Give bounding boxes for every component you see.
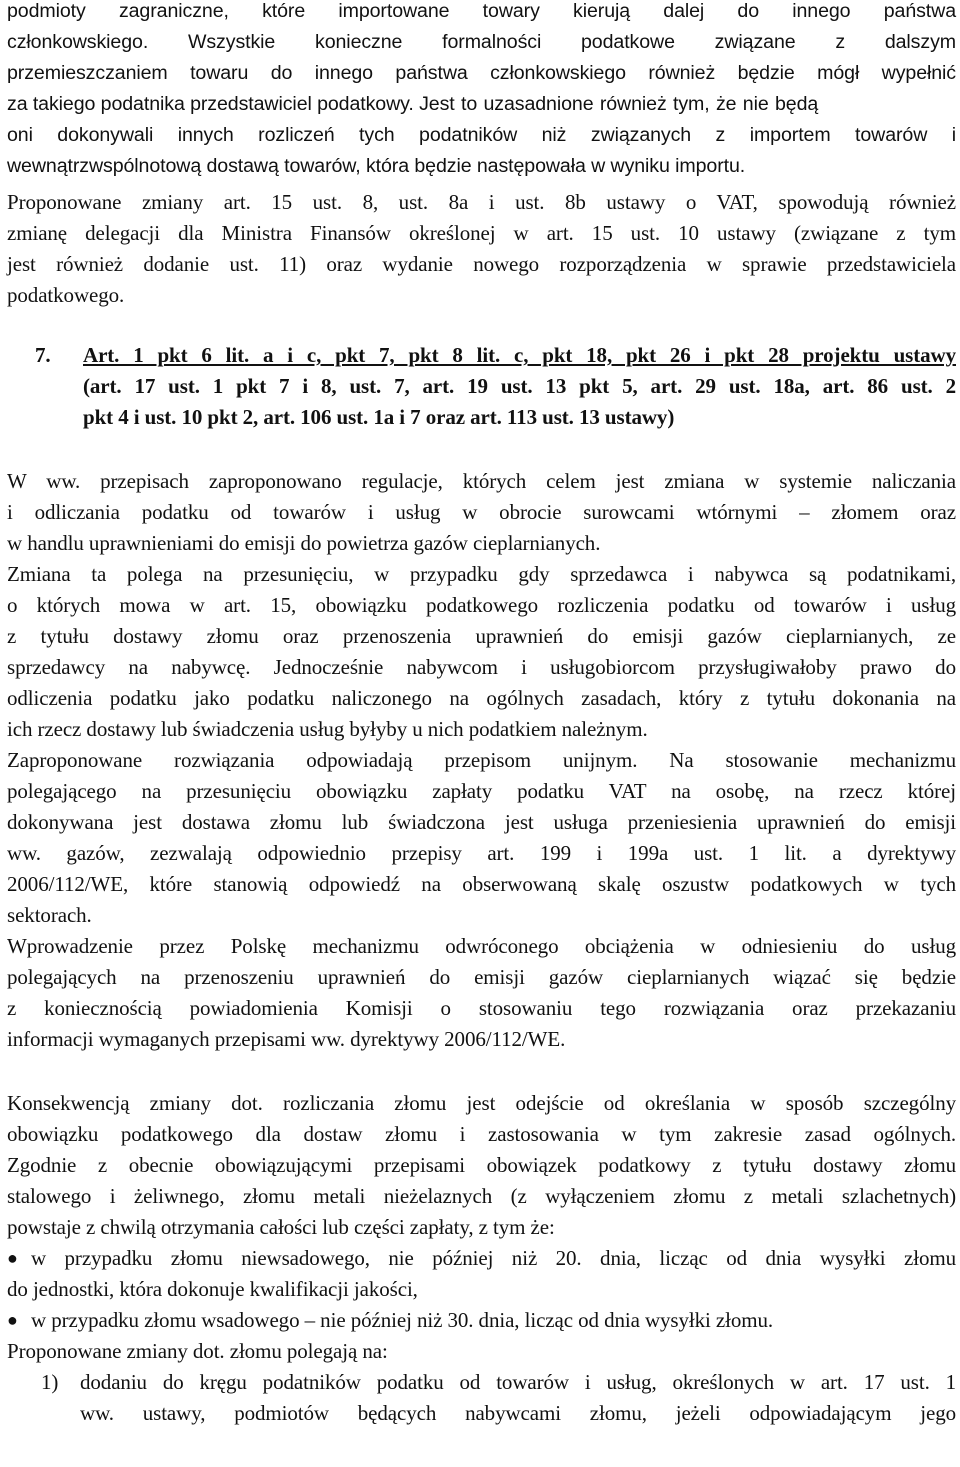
- text-line: obowiązku podatkowego dla dostaw złomu i zastosowania w tym zakresie zasad ogólnych.: [7, 1122, 956, 1146]
- text-line: sprzedawcy na nabywcę. Jednocześnie nabywcom i usługobiorcom przysługiwałoby prawo do: [7, 655, 956, 679]
- text-line: informacji wymaganych przepisami ww. dyrektywy 2006/112/WE.: [7, 1027, 566, 1051]
- heading-line: pkt 4 i ust. 10 pkt 2, art. 106 ust. 1a i 7 oraz art. 113 ust. 13 ustawy): [83, 405, 675, 429]
- text-line: Zaproponowane rozwiązania odpowiadają przepisom unijnym. Na stosowanie mechanizmu: [7, 748, 956, 772]
- text-line: polegającego na przesunięciu obowiązku zapłaty podatku VAT na osobę, na rzecz której: [7, 779, 956, 803]
- text-line: Konsekwencją zmiany dot. rozliczania złomu jest odejście od określania w sposób szczególny: [7, 1091, 956, 1115]
- text-line: Zgodnie z obecnie obowiązującymi przepisami obowiązek podatkowy z tytułu dostawy złomu: [7, 1153, 956, 1177]
- text-line: odliczenia podatku jako podatku naliczonego na ogólnych zasadach, który z tytułu dokonania na: [7, 686, 956, 710]
- text-line: o których mowa w art. 15, obowiązku podatkowego rozliczenia podatku od towarów i usług: [7, 593, 956, 617]
- text-line: 2006/112/WE, które stanowią odpowiedź na obserwowaną skalę oszustw podatkowych w tych: [7, 872, 956, 896]
- text-line: sektorach.: [7, 903, 92, 927]
- list-text: ww. ustawy, podmiotów będących nabywcami złomu, jeżeli odpowiadającym jego: [80, 1401, 956, 1425]
- text-line: przemieszczaniem towaru do innego państwa członkowskiego również będzie mógł wypełnić: [7, 62, 956, 84]
- text-line: zmianę delegacji dla Ministra Finansów określonej w art. 15 ust. 10 ustawy (związane z tym: [7, 221, 956, 245]
- text-line: Wprowadzenie przez Polskę mechanizmu odwróconego obciążenia w odniesieniu do usług: [7, 934, 956, 958]
- text-line: powstaje z chwilą otrzymania całości lub części zapłaty, z tym że:: [7, 1215, 555, 1239]
- bullet-text: w przypadku złomu niewsadowego, nie później niż 20. dnia, licząc od dnia wysyłki złomu: [31, 1246, 956, 1270]
- heading-number: 7.: [35, 343, 51, 367]
- text-line: podatkowego.: [7, 283, 125, 307]
- list-text: dodaniu do kręgu podatników podatku od towarów i usług, określonych w art. 17 ust. 1: [80, 1370, 956, 1394]
- text-line: Proponowane zmiany art. 15 ust. 8, ust. 8a i ust. 8b ustawy o VAT, spowodują również: [7, 190, 956, 214]
- heading-line: (art. 17 ust. 1 pkt 7 i 8, ust. 7, art. 19 ust. 13 pkt 5, art. 29 ust. 18a, art. 86 ust. 2: [83, 374, 956, 398]
- heading-line: Art. 1 pkt 6 lit. a i c, pkt 7, pkt 8 lit. c, pkt 18, pkt 26 i pkt 28 projektu ustawy: [83, 343, 956, 367]
- text-line: Proponowane zmiany dot. złomu polegają na:: [7, 1339, 388, 1363]
- text-line: z tytułu dostawy złomu oraz przenoszenia uprawnień do emisji gazów cieplarnianych, ze: [7, 624, 956, 648]
- bullet-icon: ●: [7, 1310, 18, 1330]
- bullet-text: w przypadku złomu wsadowego – nie później niż 30. dnia, licząc od dnia wysyłki złomu.: [31, 1308, 774, 1332]
- text-line: w handlu uprawnieniami do emisji do powietrza gazów cieplarnianych.: [7, 531, 601, 555]
- text-line: za takiego podatnika przedstawiciel podatkowy. Jest to uzasadnione również tym, że nie będą: [7, 93, 819, 115]
- text-line: i odliczania podatku od towarów i usług w obrocie surowcami wtórnymi – złomem oraz: [7, 500, 956, 524]
- text-line: stalowego i żeliwnego, złomu metali nieżelaznych (z wyłączeniem złomu z metali szlachetnych): [7, 1184, 956, 1208]
- text-line: wewnątrzwspólnotową dostawą towarów, która będzie następowała w wyniku importu.: [7, 155, 746, 177]
- bullet-text: do jednostki, która dokonuje kwalifikacji jakości,: [7, 1277, 418, 1301]
- list-number: 1): [41, 1370, 59, 1394]
- text-line: członkowskiego. Wszystkie konieczne formalności podatkowe związane z dalszym: [7, 31, 956, 53]
- text-line: jest również dodanie ust. 11) oraz wydanie nowego rozporządzenia w sprawie przedstawiciela: [7, 252, 956, 276]
- bullet-icon: ●: [7, 1248, 18, 1268]
- text-line: oni dokonywali innych rozliczeń tych podatników niż związanych z importem towarów i: [7, 124, 956, 146]
- text-line: ich rzecz dostawy lub świadczenia usług byłyby u nich podatkiem należnym.: [7, 717, 648, 741]
- text-line: z koniecznością powiadomienia Komisji o stosowaniu tego rozwiązania oraz przekazaniu: [7, 996, 956, 1020]
- text-line: W ww. przepisach zaproponowano regulacje, których celem jest zmiana w systemie naliczania: [7, 469, 956, 493]
- text-line: Zmiana ta polega na przesunięciu, w przypadku gdy sprzedawca i nabywca są podatnikami,: [7, 562, 956, 586]
- text-line: podmioty zagraniczne, które importowane towary kierują dalej do innego państwa: [7, 0, 956, 22]
- text-line: ww. gazów, zezwalają odpowiednio przepisy art. 199 i 199a ust. 1 lit. a dyrektywy: [7, 841, 956, 865]
- text-line: dokonywana jest dostawa złomu lub świadczona jest usługa przeniesienia uprawnień do emisji: [7, 810, 956, 834]
- text-line: polegających na przenoszeniu uprawnień do emisji gazów cieplarnianych wiązać się będzie: [7, 965, 956, 989]
